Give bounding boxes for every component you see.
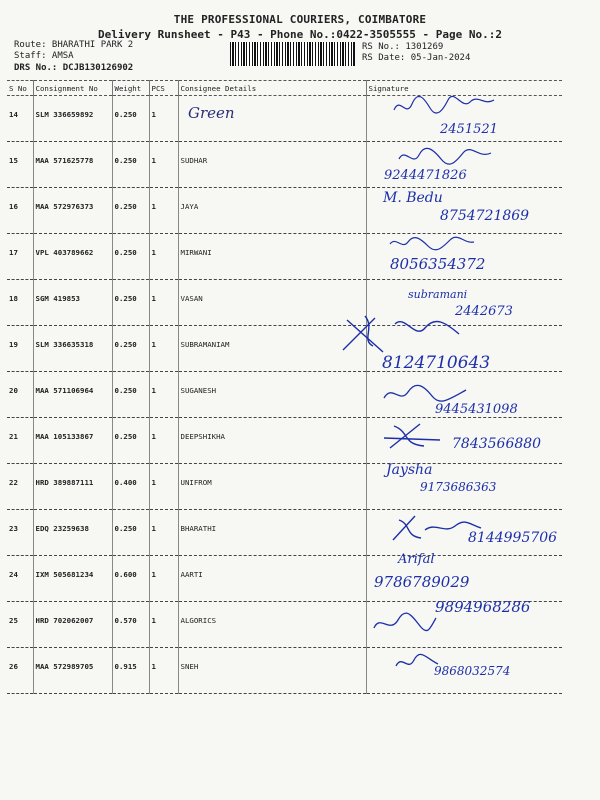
col-header-sno: S No	[7, 81, 33, 96]
row-consignment: EDQ 23259638	[33, 510, 112, 556]
row-weight: 0.570	[112, 602, 149, 648]
row-sno: 26	[7, 648, 33, 694]
row-pcs: 1	[149, 464, 178, 510]
rs-date: RS Date: 05-Jan-2024	[362, 53, 471, 63]
runsheet-subtitle: Delivery Runsheet - P43 - Phone No.:0422-3505555 - Page No.:2	[98, 28, 502, 41]
row-consignment: IXM 505681234	[33, 556, 112, 602]
row-consignee: VASAN	[178, 280, 366, 326]
row-weight: 0.250	[112, 372, 149, 418]
row-sno: 24	[7, 556, 33, 602]
handwritten-signature-name: Jaysha	[386, 462, 433, 478]
row-pcs: 1	[149, 326, 178, 372]
handwritten-signature-name: subramani	[408, 288, 468, 301]
row-weight: 0.250	[112, 418, 149, 464]
row-consignee: ALGORICS	[178, 602, 366, 648]
handwritten-phone: 9894968286	[435, 598, 531, 616]
row-weight: 0.250	[112, 96, 149, 142]
row-consignee: JAYA	[178, 188, 366, 234]
handwritten-signature-name: M. Bedu	[383, 190, 443, 206]
row-consignment: HRD 702062007	[33, 602, 112, 648]
col-header-consignee: Consignee Details	[178, 81, 366, 96]
handwritten-phone: 9445431098	[435, 402, 518, 417]
row-weight: 0.250	[112, 234, 149, 280]
row-consignment: VPL 403789662	[33, 234, 112, 280]
row-weight: 0.250	[112, 280, 149, 326]
handwritten-phone: 8754721869	[440, 208, 530, 224]
row-sno: 19	[7, 326, 33, 372]
handwritten-phone: 8144995706	[468, 530, 558, 546]
col-header-consignment: Consignment No	[33, 81, 112, 96]
row-pcs: 1	[149, 556, 178, 602]
handwritten-phone: 9868032574	[434, 664, 511, 678]
barcode-image	[230, 42, 355, 66]
row-weight: 0.915	[112, 648, 149, 694]
row-pcs: 1	[149, 280, 178, 326]
row-consignment: SLM 336659892	[33, 96, 112, 142]
row-sno: 21	[7, 418, 33, 464]
row-consignee: AARTI	[178, 556, 366, 602]
row-pcs: 1	[149, 96, 178, 142]
handwritten-phone: 9244471826	[384, 168, 467, 183]
handwritten-phone: 9786789029	[374, 573, 470, 591]
row-pcs: 1	[149, 648, 178, 694]
row-consignment: SLM 336635318	[33, 326, 112, 372]
handwritten-phone: 2442673	[455, 304, 513, 319]
row-consignment: SGM 419853	[33, 280, 112, 326]
row-sno: 17	[7, 234, 33, 280]
row-weight: 0.250	[112, 188, 149, 234]
signature-scribble	[385, 510, 485, 546]
row-weight: 0.400	[112, 464, 149, 510]
signature-scribble	[395, 145, 495, 167]
row-pcs: 1	[149, 188, 178, 234]
row-sno: 15	[7, 142, 33, 188]
row-sno: 22	[7, 464, 33, 510]
row-weight: 0.250	[112, 142, 149, 188]
row-pcs: 1	[149, 234, 178, 280]
row-consignee: SUGANESH	[178, 372, 366, 418]
handwritten-phone: 2451521	[440, 122, 498, 137]
row-consignee: MIRWANI	[178, 234, 366, 280]
row-pcs: 1	[149, 142, 178, 188]
rs-number: RS No.: 1301269	[362, 42, 444, 52]
row-sno: 25	[7, 602, 33, 648]
col-header-signature: Signature	[366, 81, 562, 96]
signature-scribble	[390, 92, 500, 120]
row-sno: 14	[7, 96, 33, 142]
row-pcs: 1	[149, 418, 178, 464]
row-pcs: 1	[149, 372, 178, 418]
handwritten-phone: 8124710643	[382, 353, 491, 373]
col-header-weight: Weight	[112, 81, 149, 96]
row-consignee: DEEPSHIKHA	[178, 418, 366, 464]
signature-scribble	[380, 380, 470, 406]
row-consignee: SNEH	[178, 648, 366, 694]
table-row	[7, 556, 562, 602]
row-consignment: MAA 105133867	[33, 418, 112, 464]
row-sno: 18	[7, 280, 33, 326]
row-consignment: MAA 571625778	[33, 142, 112, 188]
row-consignment: MAA 572989705	[33, 648, 112, 694]
signature-scribble	[370, 608, 440, 638]
row-sno: 16	[7, 188, 33, 234]
handwritten-phone: 8056354372	[390, 255, 486, 273]
handwritten-consignee-name: Green	[188, 104, 235, 122]
staff-label: Staff: AMSA	[14, 51, 74, 61]
handwritten-signature-name: Arifal	[398, 552, 435, 567]
drs-number: DRS No.: DCJB130126902	[14, 63, 134, 73]
row-weight: 0.250	[112, 510, 149, 556]
route-label: Route: BHARATHI PARK 2	[14, 40, 134, 50]
signature-scribble	[380, 418, 450, 454]
signature-scribble	[392, 650, 442, 674]
row-weight: 0.600	[112, 556, 149, 602]
row-pcs: 1	[149, 602, 178, 648]
row-consignment: HRD 389887111	[33, 464, 112, 510]
row-consignee: UNIFROM	[178, 464, 366, 510]
row-pcs: 1	[149, 510, 178, 556]
signature-scribble	[335, 310, 465, 360]
handwritten-phone: 9173686363	[420, 480, 497, 494]
row-consignment: MAA 572976373	[33, 188, 112, 234]
col-header-pcs: PCS	[149, 81, 178, 96]
row-sno: 20	[7, 372, 33, 418]
row-weight: 0.250	[112, 326, 149, 372]
row-consignee: SUBRAMANIAM	[178, 326, 366, 372]
handwritten-phone: 7843566880	[452, 436, 542, 452]
row-sno: 23	[7, 510, 33, 556]
runsheet-title: THE PROFESSIONAL COURIERS, COIMBATORE	[173, 13, 427, 26]
signature-scribble	[388, 232, 478, 252]
row-consignee: SUDHAR	[178, 142, 366, 188]
row-consignee: BHARATHI	[178, 510, 366, 556]
row-consignment: MAA 571106964	[33, 372, 112, 418]
